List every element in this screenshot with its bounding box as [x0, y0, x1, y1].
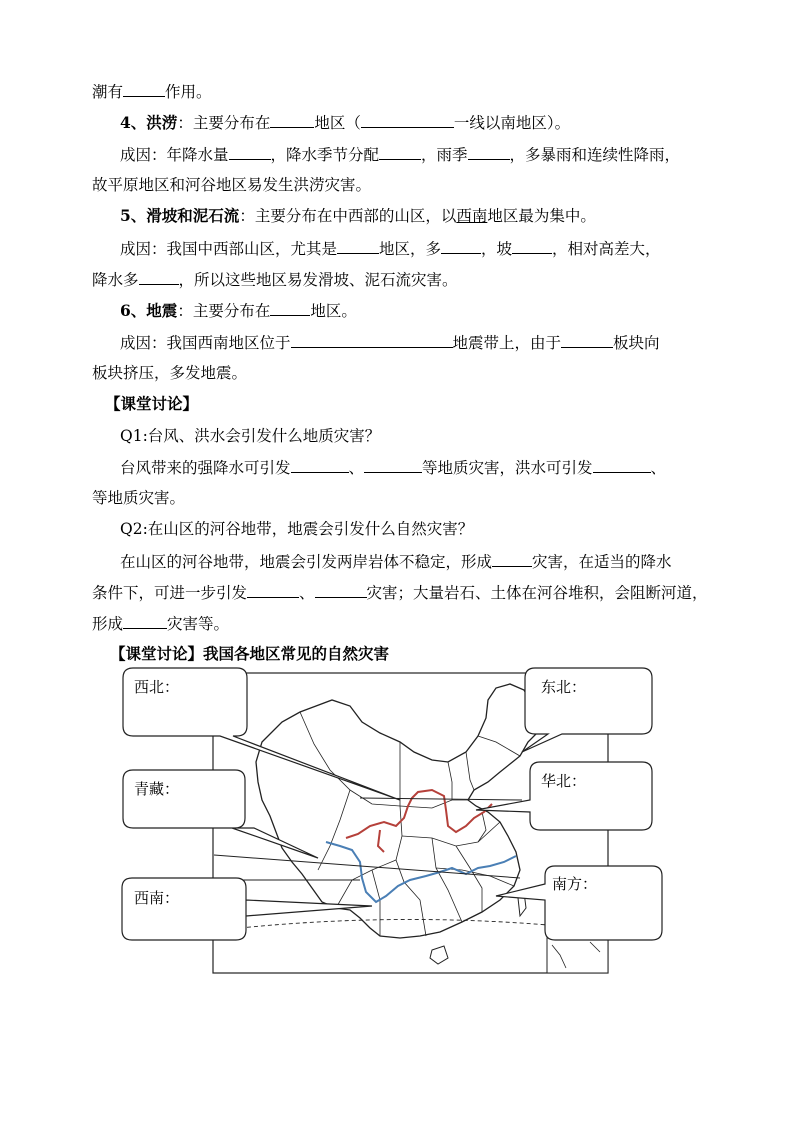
text: ，多暴雨和连续性降雨，	[509, 146, 681, 164]
text: ：主要分布在中西部的山区，以	[239, 207, 457, 225]
text: 灾害；大量岩石、土体在河谷堆积，会阻断河道，	[366, 584, 708, 602]
text: ：主要分布在	[177, 114, 271, 132]
callout-label-qingzang: 青藏：	[134, 780, 180, 798]
text: 成因：我国西南地区位于	[120, 334, 291, 352]
text: 【课堂讨论】我国各地区常见的自然灾害	[110, 644, 390, 663]
text: 板块向	[613, 334, 660, 352]
section-number: 6、	[120, 301, 147, 320]
text: 、	[650, 459, 667, 477]
text: 板块挤压，多发地震。	[92, 364, 248, 382]
section-title: 滑坡和泥石流	[146, 206, 240, 225]
text: 潮有	[92, 83, 124, 101]
text: 等地质灾害，洪水可引发	[422, 459, 593, 477]
section-number: 4、	[120, 113, 147, 132]
text: 形成	[92, 615, 124, 633]
text: 台风带来的强降水可引发	[120, 459, 291, 477]
text: ，降水季节分配	[270, 146, 380, 164]
text: 在山区的河谷地带，地震会引发两岸岩体不稳定，形成	[120, 553, 493, 571]
text: ，坡	[481, 240, 513, 258]
text: 地区（	[314, 114, 361, 132]
section-number: 5、	[120, 206, 147, 225]
section-title: 洪涝	[146, 113, 178, 132]
callout-label-south: 南方：	[552, 875, 598, 893]
text: 一线以南地区）。	[453, 114, 571, 132]
text: ，雨季	[421, 146, 468, 164]
text: Q1:台风、洪水会引发什么地质灾害？	[120, 427, 381, 445]
text: 地区。	[310, 302, 357, 320]
text: 等地质灾害。	[92, 489, 186, 507]
text: 成因：年降水量	[120, 146, 229, 164]
text: 灾害，在适当的降水	[532, 553, 672, 571]
callout-label-northchina: 华北：	[541, 772, 587, 790]
text: 灾害等。	[167, 615, 230, 633]
text: ：主要分布在	[177, 302, 271, 320]
callout-label-southwest: 西南：	[134, 889, 180, 907]
text: 【课堂讨论】	[105, 394, 199, 413]
text: ，相对高差大，	[552, 240, 661, 258]
text: 地震带上，由于	[452, 334, 562, 352]
text: ，所以这些地区易发滑坡、泥石流灾害。	[178, 271, 458, 289]
text: 地区，多	[379, 240, 442, 258]
text: Q2:在山区的河谷地带，地震会引发什么自然灾害？	[120, 520, 474, 538]
text: 条件下，可进一步引发	[92, 584, 248, 602]
text: 、	[348, 459, 365, 477]
text: 、	[299, 584, 315, 602]
text: 故平原地区和河谷地区易发生洪涝灾害。	[92, 176, 372, 194]
callout-label-northeast: 东北：	[541, 678, 587, 696]
text: 地区最为集中。	[487, 207, 596, 225]
underlined-text: 西南	[456, 207, 488, 225]
text: 成因：我国中西部山区，尤其是	[120, 240, 338, 258]
text: 作用。	[165, 83, 212, 101]
callout-label-northwest: 西北：	[134, 678, 180, 696]
text: 降水多	[92, 271, 139, 289]
section-title: 地震	[146, 301, 178, 320]
